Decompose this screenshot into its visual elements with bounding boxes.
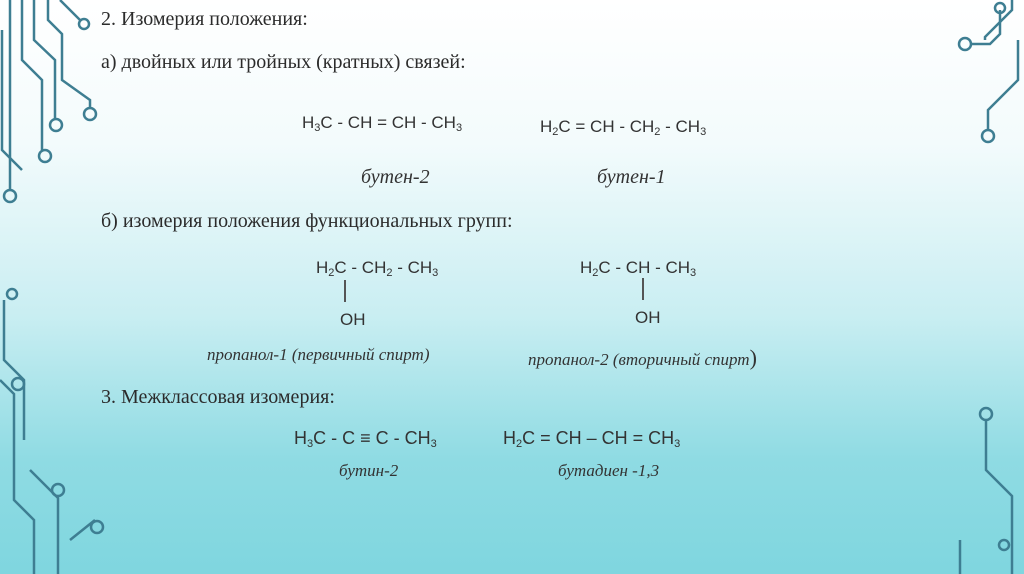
bond-line-propanol-2 — [642, 278, 644, 300]
subheading-multiple-bonds: а) двойных или тройных (кратных) связей: — [101, 51, 466, 73]
formula-butene-1: $H_2C$ = CH - $CH_2 - CH_3$ — [540, 117, 707, 138]
name-butene-1: бутен-1 — [597, 166, 666, 188]
formula-propanol-1: $H_2C - CH_2 - CH_3$ — [316, 258, 439, 279]
heading-interclass-isomerism: 3. Межклассовая изомерия: — [101, 386, 335, 408]
heading-position-isomerism: 2. Изомерия положения: — [101, 8, 308, 30]
formula-butene-2: $H_3C$ - CH = CH - $CH_3$ — [302, 113, 463, 134]
oh-group-propanol-1: OH — [340, 310, 366, 329]
name-butyne-2: бутин-2 — [339, 461, 399, 480]
name-propanol-1: пропанол-1 (первичный спирт) — [207, 345, 430, 364]
name-butene-2: бутен-2 — [361, 166, 430, 188]
bond-line-propanol-1 — [344, 280, 346, 302]
formula-propanol-2: $H_2C$ - CH - $CH_3$ — [580, 258, 697, 279]
name-butadiene-1-3: бутадиен -1,3 — [558, 461, 660, 480]
oh-group-propanol-2: OH — [635, 308, 661, 327]
subheading-functional-groups: б) изомерия положения функциональных групп: — [101, 210, 513, 232]
formula-butadiene-1-3: $H_2C$ = CH – CH = $CH_3$ — [503, 428, 681, 450]
formula-butyne-2: $H_3C - C \equiv C - CH_3$ — [294, 428, 437, 450]
name-propanol-2: пропанол-2 (вторичный спирт) — [528, 345, 757, 370]
